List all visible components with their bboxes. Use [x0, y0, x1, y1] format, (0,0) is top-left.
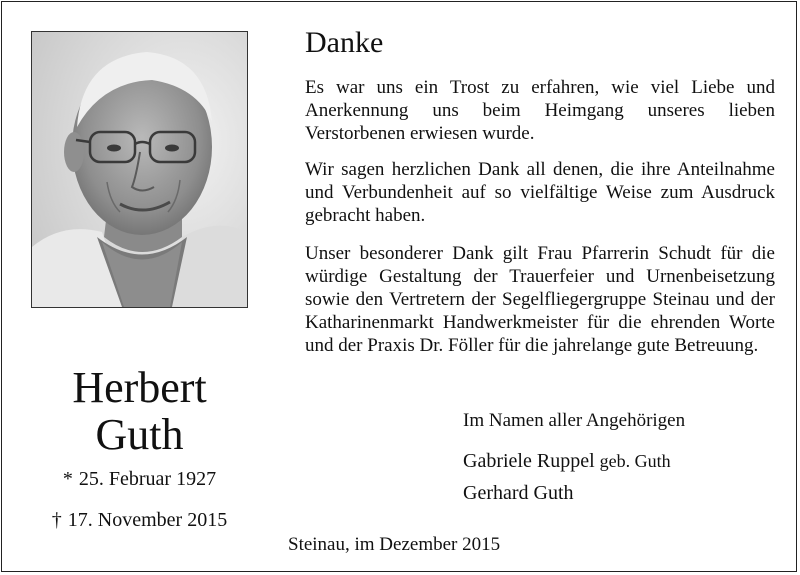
- death-date: 17. November 2015: [67, 509, 228, 531]
- birth-date: 25. Februar 1927: [78, 468, 217, 490]
- birth-date-line: [31, 468, 248, 490]
- death-date-line: [31, 509, 248, 531]
- death-cross-icon: †: [51, 509, 62, 531]
- signer-1-name: Gabriele Ruppel: [463, 450, 595, 472]
- portrait-photo: [31, 31, 248, 308]
- obituary-card: [1, 1, 797, 572]
- notice-paragraph-3: Unser besonderer Dank gilt Frau Pfarrerin Schudt für die würdige Gestaltung der Trauerfeier und Urnenbeisetzung sowie den Vertretern der Segelfliegergruppe Steinau und der Katharinenmarkt Handwerkmeister für die ehrenden Worte und der Praxis Dr. Föller für die jahrelange gute Betreuung.: [305, 243, 775, 356]
- notice-paragraph-2: Wir sagen herzlichen Dank all denen, die ihre Anteilnahme und Verbundenheit auf so vielfältige Weise zum Ausdruck gebracht haben.: [305, 159, 775, 226]
- signer-1: [463, 450, 671, 473]
- deceased-first-name: Herbert: [72, 363, 207, 412]
- notice-heading: Danke: [305, 26, 384, 59]
- birth-star-icon: *: [62, 468, 73, 490]
- signature-intro: Im Namen aller Angehörigen: [463, 410, 686, 431]
- signer-2-name: Gerhard Guth: [463, 482, 574, 504]
- signer-1-suffix: geb. Guth: [599, 451, 671, 471]
- notice-paragraph-1: Es war uns ein Trost zu erfahren, wie viel Liebe und Anerkennung uns beim Heimgang unseres lieben Verstorbenen erwiesen wurde.: [305, 77, 775, 144]
- place-and-date: Steinau, im Dezember 2015: [288, 534, 501, 555]
- deceased-last-name: Guth: [95, 410, 184, 459]
